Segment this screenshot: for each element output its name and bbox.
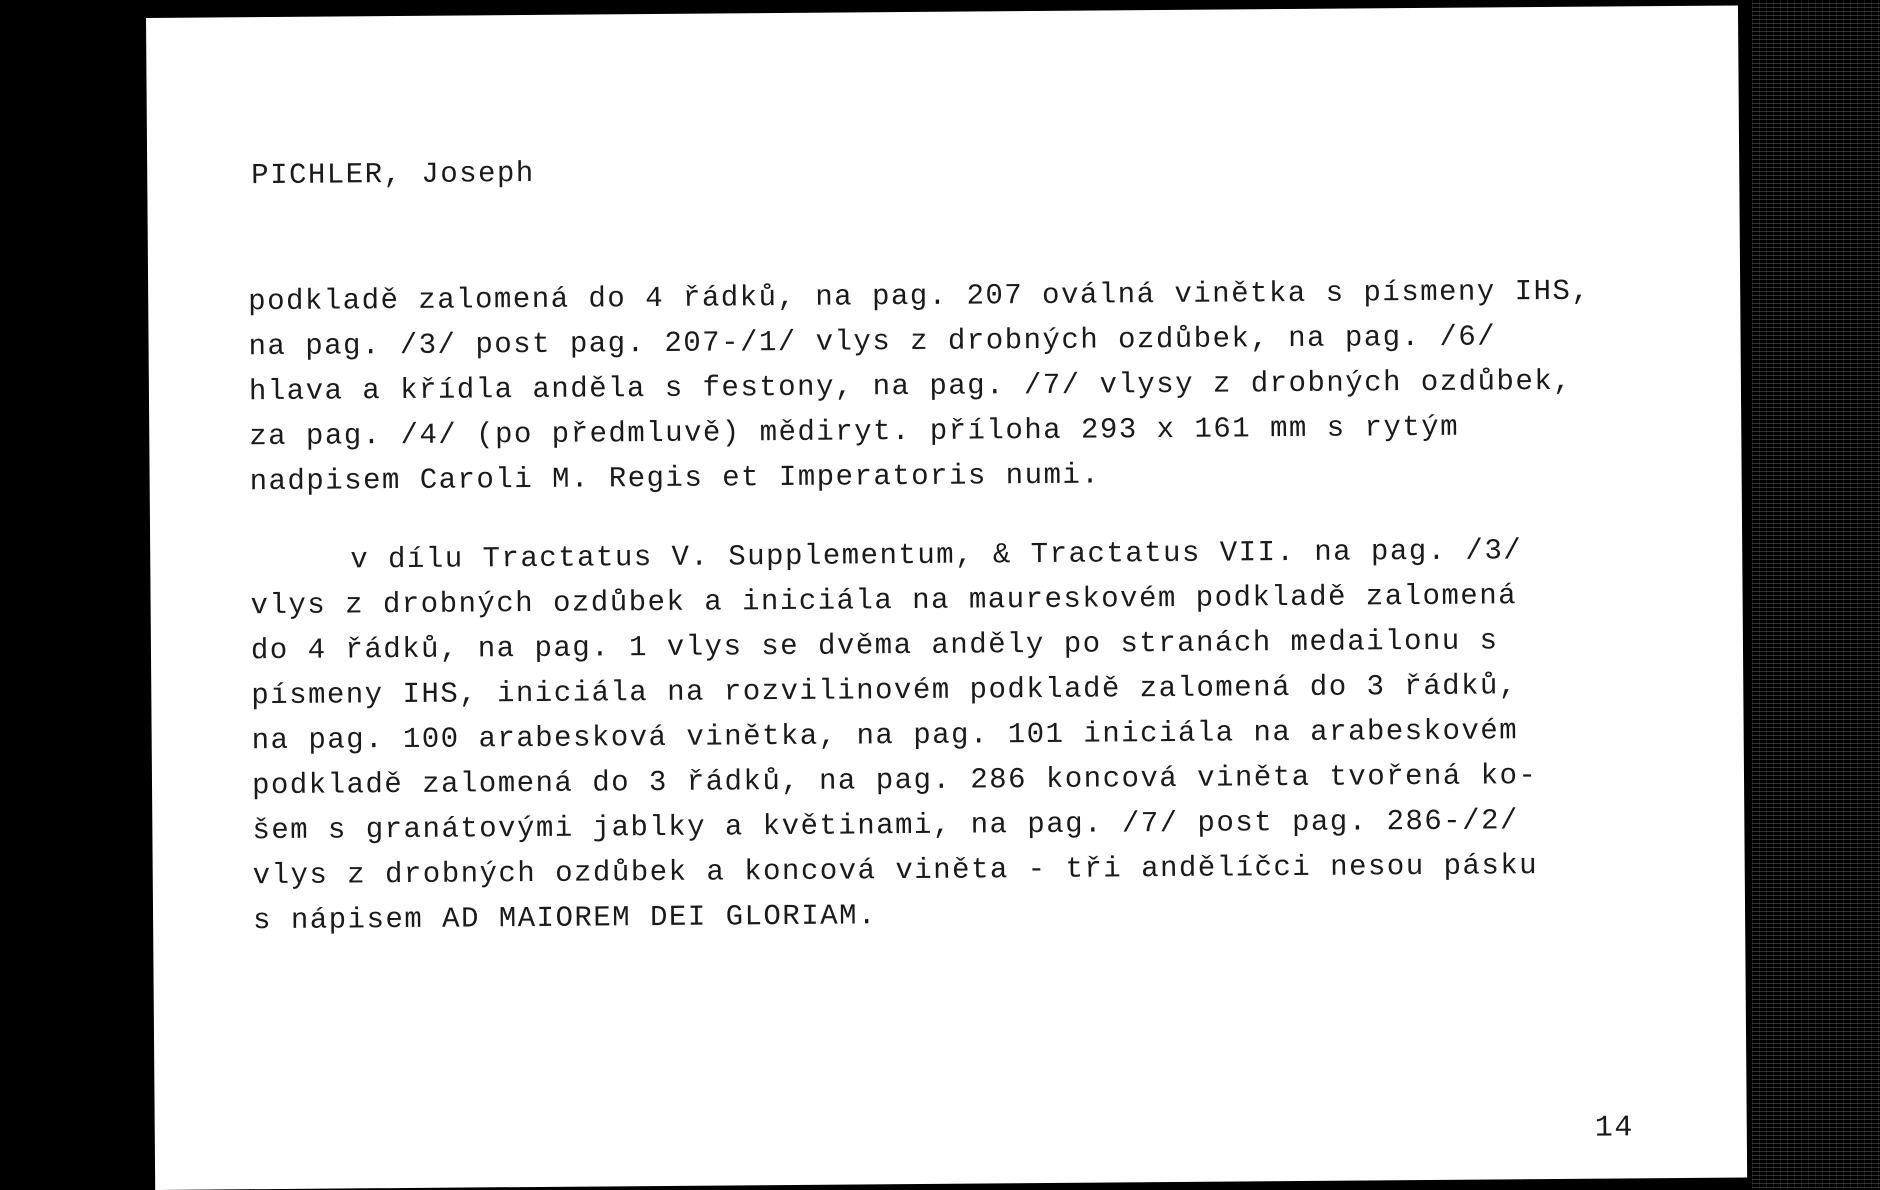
text-line: do 4 řádků, na pag. 1 vlys se dvěma anděly po stranách medailonu s: [250, 624, 1499, 668]
catalog-card: [146, 5, 1747, 1189]
text-line: šem s granátovými jablky a květinami, na pag. /7/ post pag. 286-/2/: [252, 804, 1519, 848]
text-line: na pag. 100 arabesková vinětka, na pag. 101 iniciála na arabeskovém: [251, 714, 1519, 758]
text-line: podkladě zalomená do 4 řádků, na pag. 207 oválná vinětka s písmeny IHS,: [248, 274, 1591, 319]
scanner-edge-noise: [1752, 0, 1880, 1188]
text-line: vlys z drobných ozdůbek a koncová viněta - tři andělíčci nesou pásku: [252, 849, 1539, 893]
text-line: podkladě zalomená do 3 řádků, na pag. 286 koncová viněta tvořená ko-: [251, 759, 1538, 803]
text-line: hlava a křídla anděla s festony, na pag. /7/ vlysy z drobných ozdůbek,: [248, 364, 1573, 409]
text-line: v dílu Tractatus V. Supplementum, & Tractatus VII. na pag. /3/: [350, 534, 1523, 577]
text-line: písmeny IHS, iniciála na rozvilinovém podkladě zalomená do 3 řádků,: [251, 669, 1518, 713]
text-line: s nápisem AD MAIOREM DEI GLORIAM.: [252, 899, 878, 938]
text-line: nadpisem Caroli M. Regis et Imperatoris numi.: [249, 458, 1101, 499]
card-heading: PICHLER, Joseph: [251, 156, 535, 193]
text-line: za pag. /4/ (po předmluvě) mědiryt. příloha 293 x 161 mm s rytým: [249, 410, 1460, 454]
page-number: 14: [1594, 1111, 1634, 1146]
text-line: vlys z drobných ozdůbek a iniciála na maureskovém podkladě zalomená: [250, 579, 1518, 623]
text-line: na pag. /3/ post pag. 207-/1/ vlys z drobných ozdůbek, na pag. /6/: [248, 320, 1497, 364]
